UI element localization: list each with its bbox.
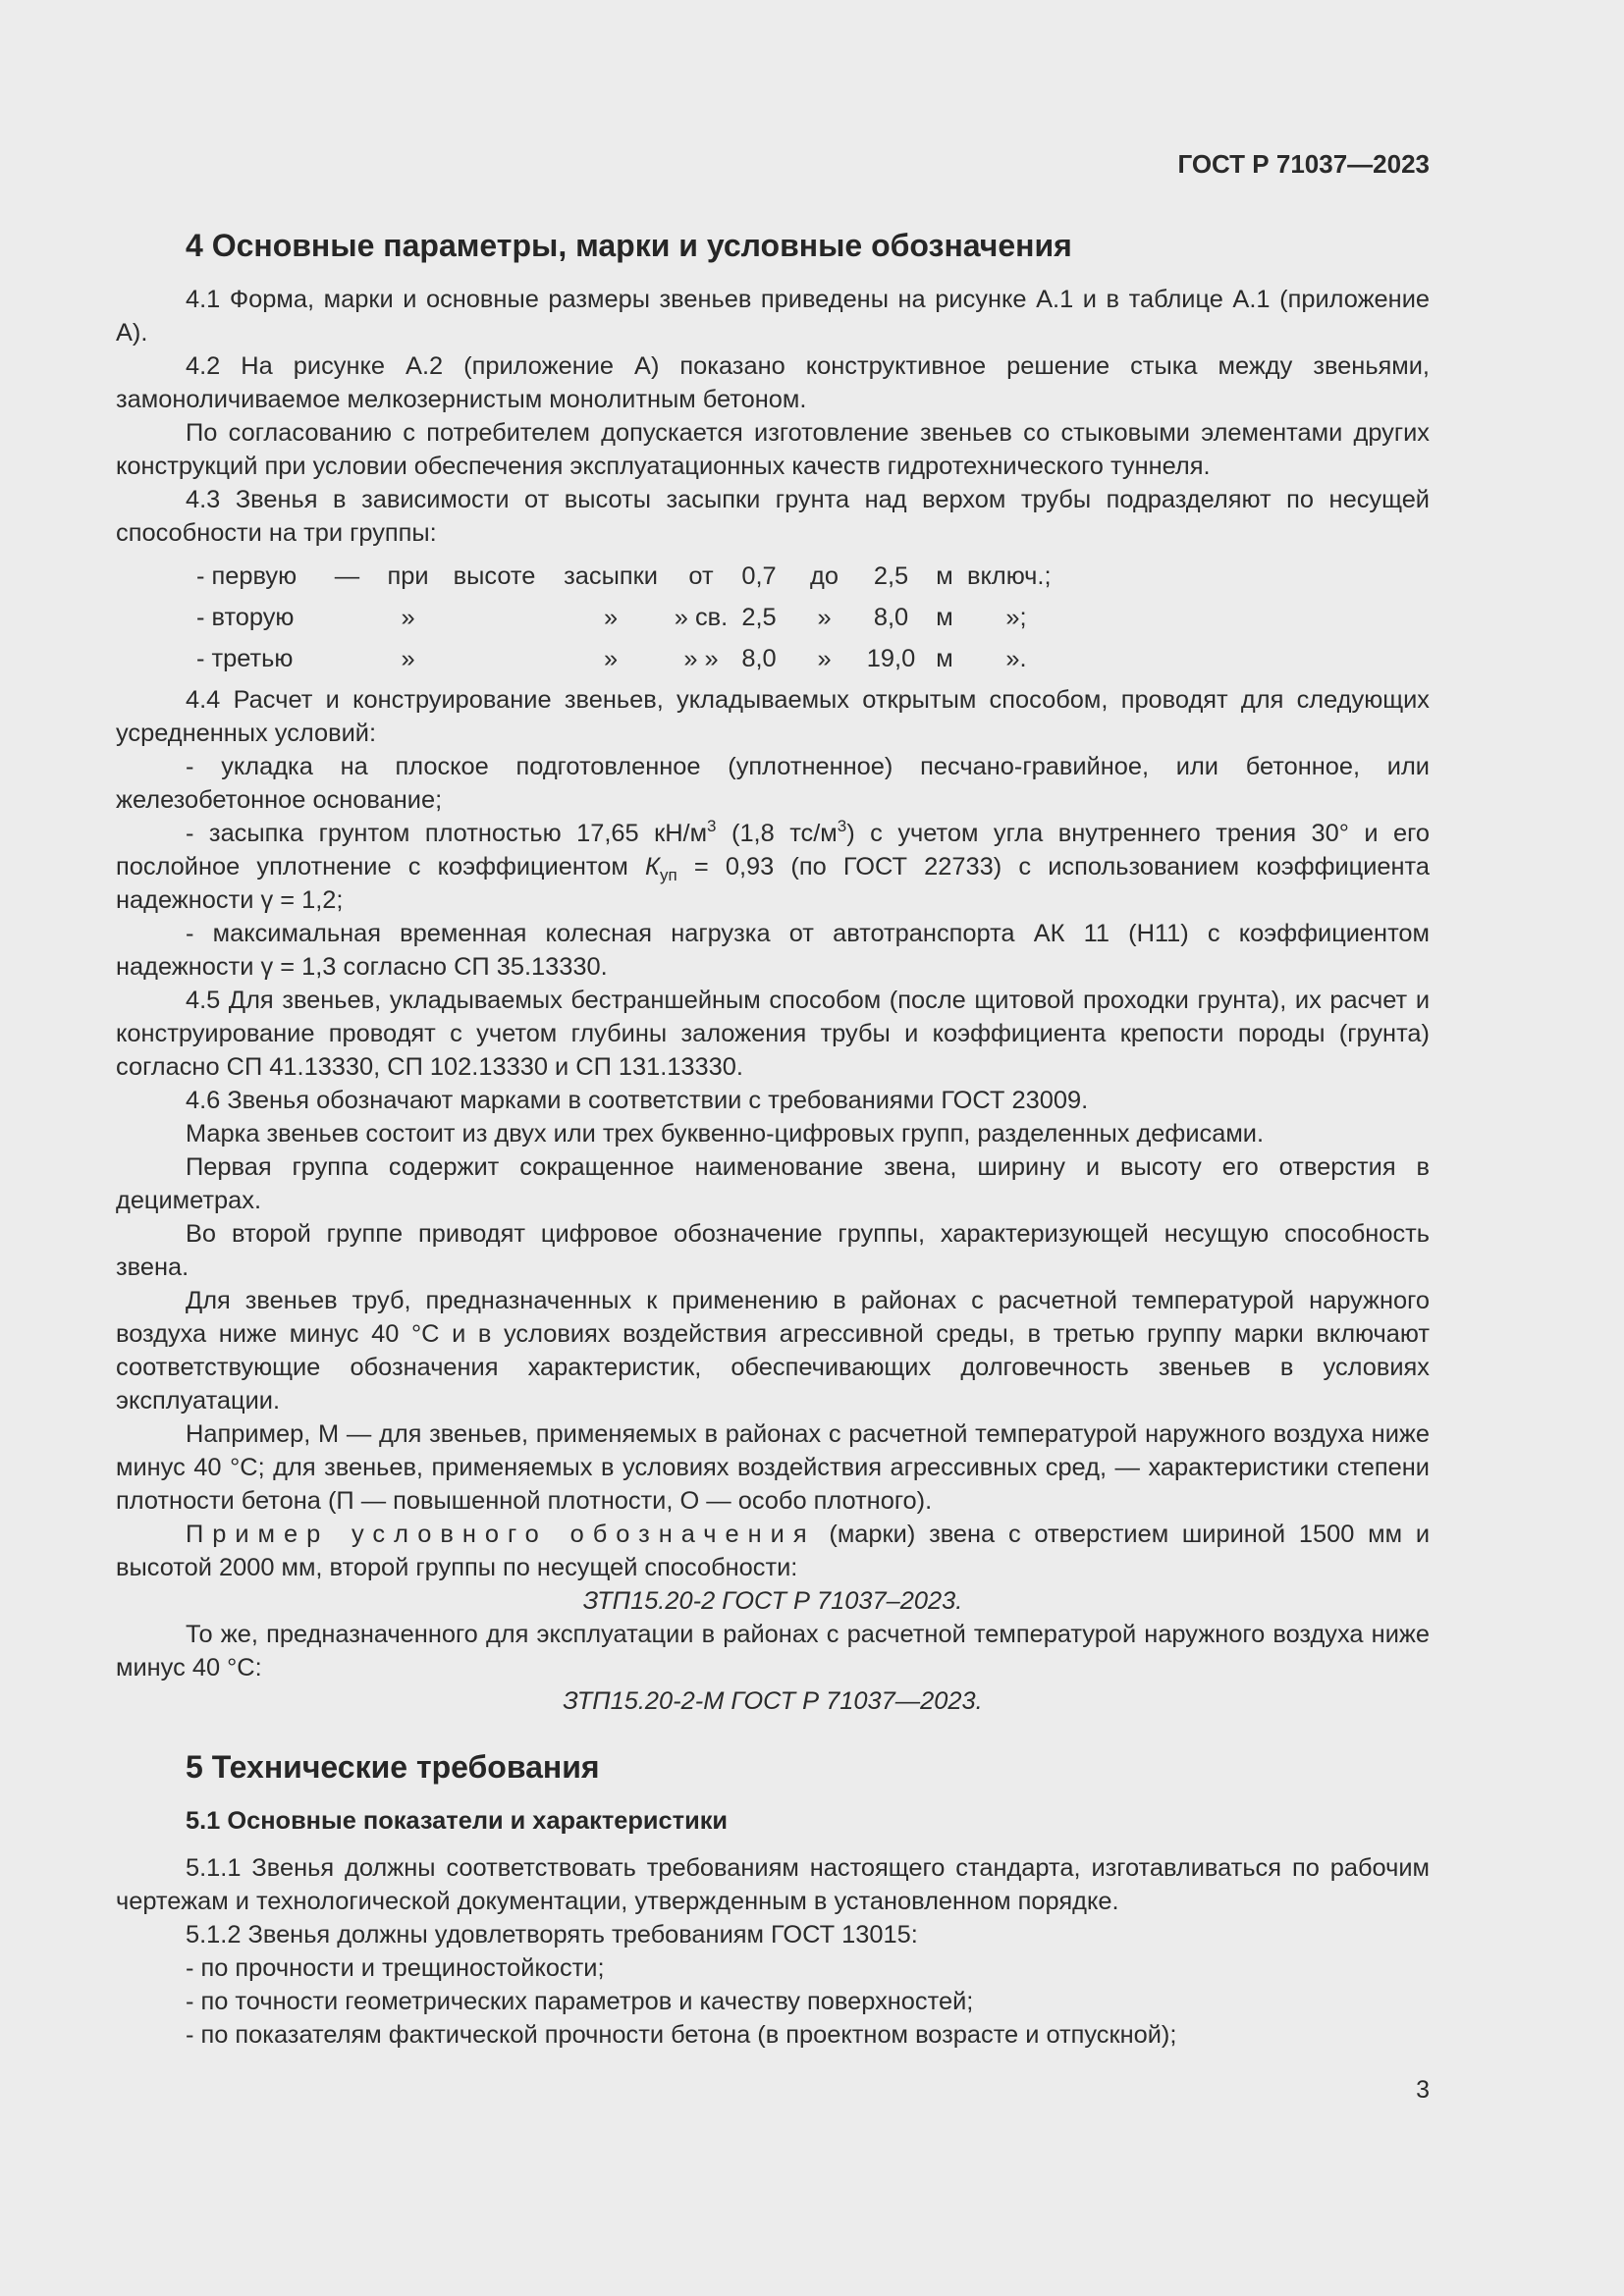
group-name: - вторую: [196, 604, 295, 631]
section-5-heading: 5 Технические требования: [186, 1749, 600, 1785]
page-content: [116, 220, 1430, 2052]
paragraph-4-6-third-group: Для звеньев труб, предназначенных к применению в районах с расчетной температурой наружного воздуха ниже минус 40 °С и в условиях воздействия агрессивной среды, в третью группу марки включают соответствующие обозначения характеристик, обеспечивающих долговечность звеньев в условиях эксплуатации.: [116, 1287, 1430, 1415]
group-row-third: [196, 638, 1065, 679]
spaced-emphasis: Пример условного обозначения: [186, 1521, 816, 1548]
paragraph-4-3: 4.3 Звенья в зависимости от высоты засыпки грунта над верхом трубы подразделяют по несущей способности на три группы:: [116, 486, 1430, 547]
text-run: - засыпка грунтом плотностью 17,65 кН/м: [186, 820, 708, 847]
group-cell: » »: [683, 645, 719, 672]
group-cell: »: [603, 645, 619, 672]
group-unit: м: [936, 562, 953, 590]
paragraph-4-6-mark: Марка звеньев состоит из двух или трех буквенно-цифровых групп, разделенных дефисами.: [186, 1120, 1265, 1148]
paragraph-4-4: 4.4 Расчет и конструирование звеньев, укладываемых открытым способом, проводят для следующих усредненных условий:: [116, 686, 1430, 747]
group-cell: высоте: [453, 562, 536, 590]
superscript: 3: [707, 817, 717, 835]
group-cell: »: [817, 645, 832, 672]
subscript: уп: [659, 866, 677, 884]
group-value-from: 0,7: [741, 562, 777, 590]
group-cell: [318, 638, 376, 679]
text-run: (марки) звена с отверстием шириной 1500 мм и высотой 2000 мм, второй группы по несущей способности:: [116, 1521, 1430, 1581]
paragraph-4-2-agreement: По согласованию с потребителем допускается изготовление звеньев со стыковыми элементами других конструкций при условии обеспечения эксплуатационных качеств гидротехнического туннеля.: [116, 419, 1430, 480]
group-unit: м: [936, 645, 953, 672]
group-cell: до: [810, 562, 839, 590]
text-run: (1,8 тс/м: [716, 820, 838, 847]
group-row-second: [196, 597, 1065, 638]
group-value-from: 8,0: [741, 645, 777, 672]
subsection-5-1-heading: 5.1 Основные показатели и характеристики: [186, 1807, 729, 1835]
group-unit: м: [936, 604, 953, 631]
group-cell: от: [688, 562, 714, 590]
list-item: - по прочности и трещиностойкости;: [186, 1954, 605, 1982]
paragraph-4-2: 4.2 На рисунке А.2 (приложение А) показано конструктивное решение стыка между звеньями, замоноличиваемое мелкозернистым монолитным бетоном.: [116, 352, 1430, 413]
paragraph-4-6: 4.6 Звенья обозначают марками в соответствии с требованиями ГОСТ 23009.: [186, 1087, 1089, 1114]
text-run: = 0,93 (по ГОСТ 22733) с использованием коэффициента надежности γ = 1,2;: [116, 853, 1430, 914]
group-cell: [318, 597, 376, 638]
group-cell: [440, 638, 549, 679]
group-value-to: 19,0: [866, 645, 916, 672]
page-number: 3: [1416, 2076, 1430, 2104]
group-cell: засыпки: [564, 562, 658, 590]
bearing-groups-table: [196, 556, 1065, 679]
group-cell: » св.: [674, 604, 729, 631]
paragraph-4-4-load: - максимальная временная колесная нагрузка от автотранспорта АК 11 (Н11) с коэффициентом надежности γ = 1,3 согласно СП 35.13330.: [116, 920, 1430, 981]
paragraph-4-6-first-group: Первая группа содержит сокращенное наименование звена, ширину и высоту его отверстия в дециметрах.: [116, 1153, 1430, 1214]
designation-example-1: ЗТП15.20-2 ГОСТ Р 71037–2023.: [582, 1587, 963, 1615]
paragraph-4-4-base: - укладка на плоское подготовленное (уплотненное) песчано-гравийное, или бетонное, или железобетонное основание;: [116, 753, 1430, 814]
paragraph-4-4-backfill: [116, 817, 1430, 917]
designation-example-2: ЗТП15.20-2-М ГОСТ Р 71037—2023.: [563, 1687, 983, 1715]
group-cell: »: [817, 604, 832, 631]
paragraph-4-5: 4.5 Для звеньев, укладываемых бестраншейным способом (после щитовой проходки грунта), их расчет и конструирование проводят с учетом глубины заложения трубы и коэффициента крепости породы (грунта) согласно СП 41.13330, СП 102.13330 и СП 131.13330.: [116, 987, 1430, 1081]
section-4-heading: 4 Основные параметры, марки и условные обозначения: [186, 228, 1072, 263]
document-code: ГОСТ Р 71037—2023: [1177, 149, 1430, 179]
group-row-first: [196, 556, 1065, 597]
paragraph-5-1-1: 5.1.1 Звенья должны соответствовать требованиям настоящего стандарта, изготавливаться по рабочим чертежам и технологической документации, утвержденным в установленном порядке.: [116, 1854, 1430, 1915]
group-value-to: 8,0: [873, 604, 909, 631]
group-value-to: 2,5: [873, 562, 909, 590]
group-end: »;: [1005, 604, 1027, 631]
paragraph-4-6-second-group: Во второй группе приводят цифровое обозначение группы, характеризующей несущую способность звена.: [116, 1220, 1430, 1281]
paragraph-4-6-example-text: Например, М — для звеньев, применяемых в районах с расчетной температурой наружного воздуха ниже минус 40 °С; для звеньев, применяемых в условиях воздействия агрессивных сред, — характеристики степени плотности бетона (П — повышенной плотности, О — особо плотного).: [116, 1420, 1430, 1515]
group-cell: —: [334, 562, 360, 590]
superscript: 3: [837, 817, 847, 835]
group-name: - первую: [196, 562, 298, 590]
group-cell: »: [401, 604, 415, 631]
paragraph-5-1-2: 5.1.2 Звенья должны удовлетворять требованиям ГОСТ 13015:: [186, 1921, 918, 1949]
group-name: - третью: [196, 645, 294, 672]
paragraph-4-1: 4.1 Форма, марки и основные размеры звеньев приведены на рисунке А.1 и в таблице А.1 (приложение А).: [116, 286, 1430, 347]
list-item: - по показателям фактической прочности бетона (в проектном возрасте и отпускной);: [186, 2021, 1177, 2049]
group-end: ».: [1005, 645, 1027, 672]
group-value-from: 2,5: [741, 604, 777, 631]
list-item: - по точности геометрических параметров и качеству поверхностей;: [186, 1988, 974, 2015]
paragraph-4-6-designation-example: [116, 1518, 1430, 1584]
group-cell: »: [603, 604, 619, 631]
group-end: включ.;: [967, 562, 1052, 590]
group-cell: [440, 597, 549, 638]
text-run: ) с учетом угла внутреннего трения 30° и его послойное уплотнение с коэффициентом: [116, 820, 1430, 881]
coefficient-symbol: К: [645, 853, 660, 881]
paragraph-4-6-same: То же, предназначенного для эксплуатации в районах с расчетной температурой наружного воздуха ниже минус 40 °С:: [116, 1621, 1430, 1682]
group-cell: при: [387, 562, 429, 590]
group-cell: »: [401, 645, 415, 672]
